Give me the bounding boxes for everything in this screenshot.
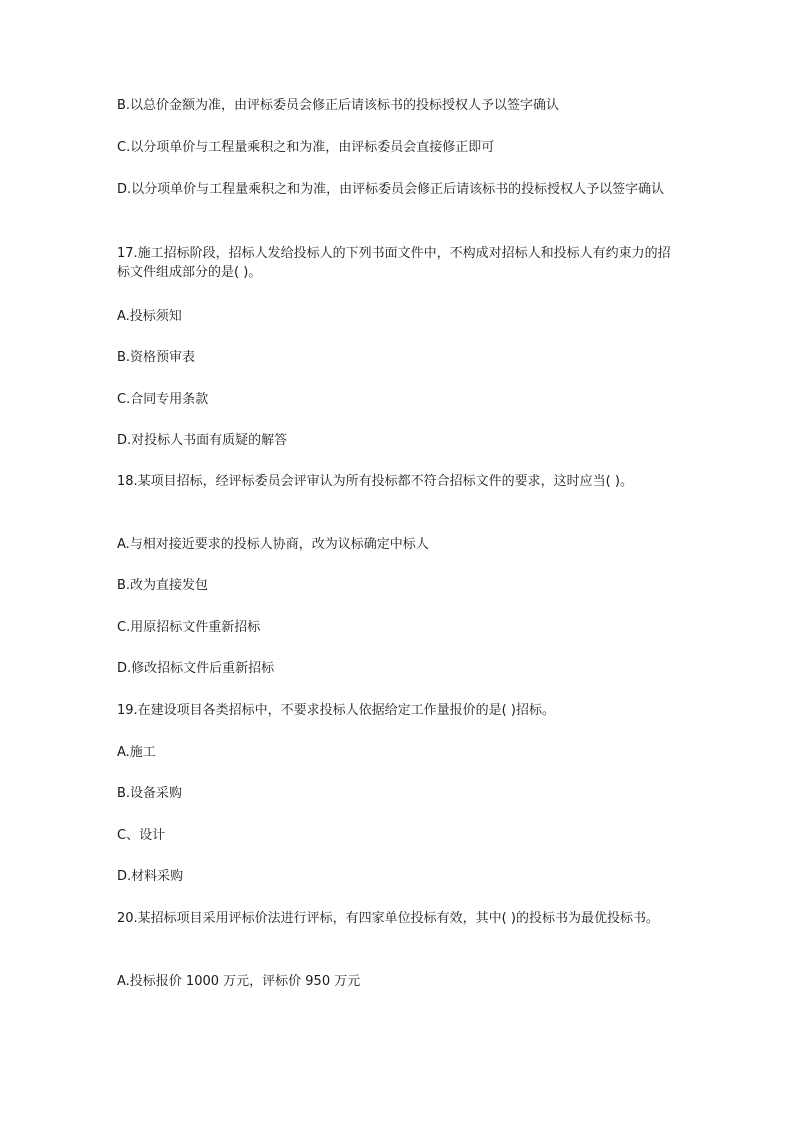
question-17: 17.施工招标阶段，招标人发给投标人的下列书面文件中，不构成对招标人和投标人有约束力的招标文件组成部分的是( )。 (117, 246, 671, 280)
option-b-q16: B.以总价金额为准，由评标委员会修正后请该标书的投标授权人予以签字确认 (117, 98, 560, 113)
option-d-q16: D.以分项单价与工程量乘积之和为准，由评标委员会修正后请该标书的投标授权人予以签字确认 (117, 182, 665, 197)
option-b-q19: B.设备采购 (117, 786, 183, 801)
option-a-q18: A.与相对接近要求的投标人协商，改为议标确定中标人 (117, 537, 429, 552)
question-20: 20.某招标项目采用评标价法进行评标，有四家单位投标有效，其中( )的投标书为最优投标书。 (117, 911, 659, 926)
question-19: 19.在建设项目各类招标中，不要求投标人依据给定工作量报价的是( )招标。 (117, 703, 555, 718)
option-c-q18: C.用原招标文件重新招标 (117, 620, 261, 635)
option-d-q18: D.修改招标文件后重新招标 (117, 661, 275, 676)
option-d-q19: D.材料采购 (117, 869, 184, 884)
option-c-q16: C.以分项单价与工程量乘积之和为准，由评标委员会直接修正即可 (117, 140, 495, 155)
option-b-q17: B.资格预审表 (117, 350, 196, 365)
question-18: 18.某项目招标，经评标委员会评审认为所有投标都不符合招标文件的要求，这时应当( )。 (117, 474, 633, 489)
option-c-q19: C、设计 (117, 828, 166, 843)
option-a-q17: A.投标须知 (117, 309, 182, 324)
option-d-q17: D.对投标人书面有质疑的解答 (117, 433, 288, 448)
option-c-q17: C.合同专用条款 (117, 392, 209, 407)
option-b-q18: B.改为直接发包 (117, 578, 209, 593)
option-a-q20: A.投标报价 1000 万元，评标价 950 万元 (117, 974, 361, 989)
option-a-q19: A.施工 (117, 745, 156, 760)
